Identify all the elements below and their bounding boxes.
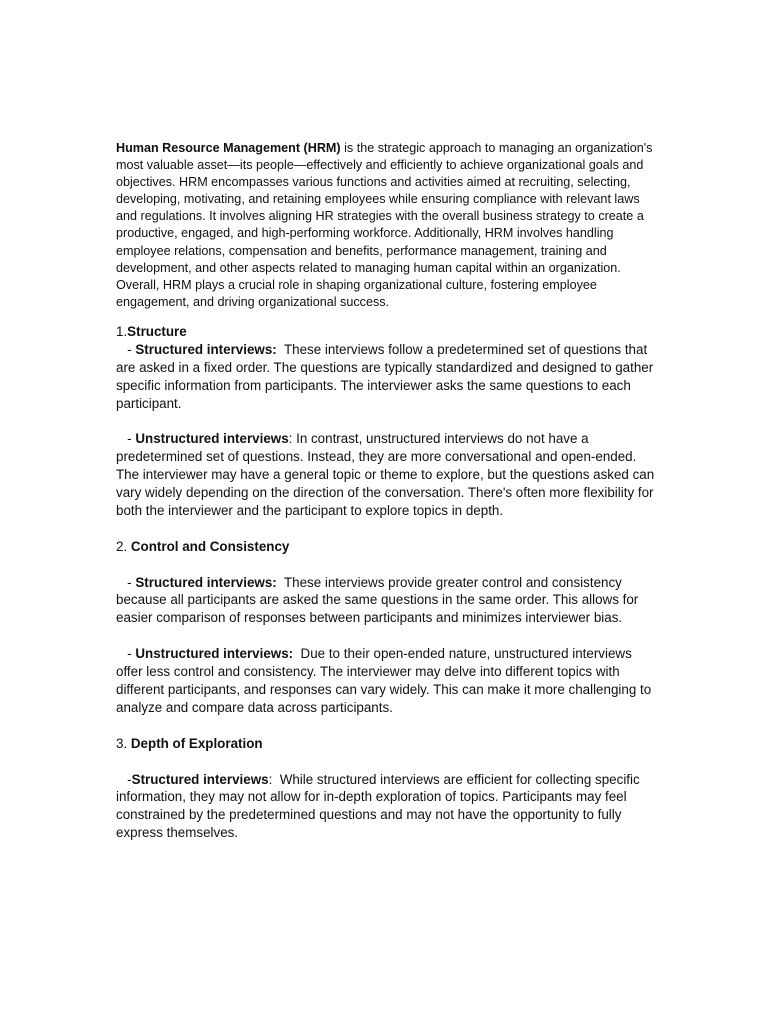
section-3-title: Depth of Exploration: [130, 735, 263, 751]
section-1-number: 1.: [116, 323, 128, 339]
section-1-unstructured-prefix: -: [116, 431, 136, 447]
section-1-unstructured-label: Unstructured interviews: [135, 431, 289, 447]
section-1-unstructured-text: : In contrast, unstructured interviews do not have a predetermined set of questions. Instead, they are more conversational and open-ended. The interviewer may have a general topic or theme to explore, but the questions asked can vary widely depending on the direction of the conversation. There's often more flexibility for both the interviewer and the participant to explore topics in depth.: [116, 431, 658, 518]
section-2-structured-text: These interviews provide greater control and consistency because all participants are asked the same questions in the same order. This allows for easier comparison of responses between participants and minimizes interviewer bias.: [116, 574, 643, 626]
section-3-structured-prefix: -: [116, 771, 132, 787]
intro-term: Human Resource Management (HRM): [116, 141, 341, 155]
section-3-structured-text: : While structured interviews are efficient for collecting specific information, they may not allow for in-depth exploration of topics. Participants may feel constrained by the predetermined questions and may not have the opportunity to fully express themselves.: [116, 771, 644, 841]
section-1-title: Structure: [127, 323, 187, 339]
section-1-unstructured-paragraph: [116, 430, 656, 520]
document-content: [116, 140, 656, 842]
section-2-structured-label: Structured interviews:: [135, 574, 277, 590]
section-1-structured-paragraph: [116, 341, 656, 413]
section-2-unstructured-label: Unstructured interviews:: [135, 646, 294, 662]
section-1-heading: [116, 323, 656, 341]
section-2-structured-prefix: -: [116, 574, 136, 590]
intro-text: is the strategic approach to managing an organization's most valuable asset—its people—effectively and efficiently to achieve organizational goals and objectives. HRM encompasses various functions and activities aimed at recruiting, selecting, developing, motivating, and retaining employees while ensuring compliance with relevant laws and regulations. It involves aligning HR strategies with the overall business strategy to create a productive, engaged, and high-performing workforce. Additionally, HRM involves handling employee relations, compensation and benefits, performance management, training and development, and other aspects related to managing human capital within an organization. Overall, HRM plays a crucial role in shaping organizational culture, fostering employee engagement, and driving organizational success.: [116, 141, 653, 309]
section-2-structured-paragraph: [116, 574, 656, 628]
section-1-structured-text: These interviews follow a predetermined set of questions that are asked in a fixed order. The questions are typically standardized and designed to gather specific information from participants. The interviewer asks the same questions to each participant.: [116, 341, 657, 411]
section-2-heading: [116, 538, 656, 556]
section-3-number: 3.: [116, 735, 131, 751]
section-1-structured-prefix: -: [116, 341, 136, 357]
section-1-structured-label: Structured interviews:: [135, 341, 277, 357]
section-3-heading: [116, 735, 656, 753]
section-2-title: Control and Consistency: [130, 538, 290, 554]
section-3-structured-label: Structured interviews: [131, 771, 269, 787]
section-3-structured-paragraph: [116, 771, 656, 843]
intro-paragraph: [116, 140, 656, 311]
section-2-number: 2.: [116, 538, 131, 554]
section-2-unstructured-text: Due to their open-ended nature, unstructured interviews offer less control and consistency. The interviewer may delve into different topics with different participants, and responses can vary widely. This can make it more challenging to analyze and compare data across participants.: [116, 646, 655, 715]
section-2-unstructured-paragraph: [116, 645, 656, 717]
section-2-unstructured-prefix: -: [116, 646, 136, 662]
